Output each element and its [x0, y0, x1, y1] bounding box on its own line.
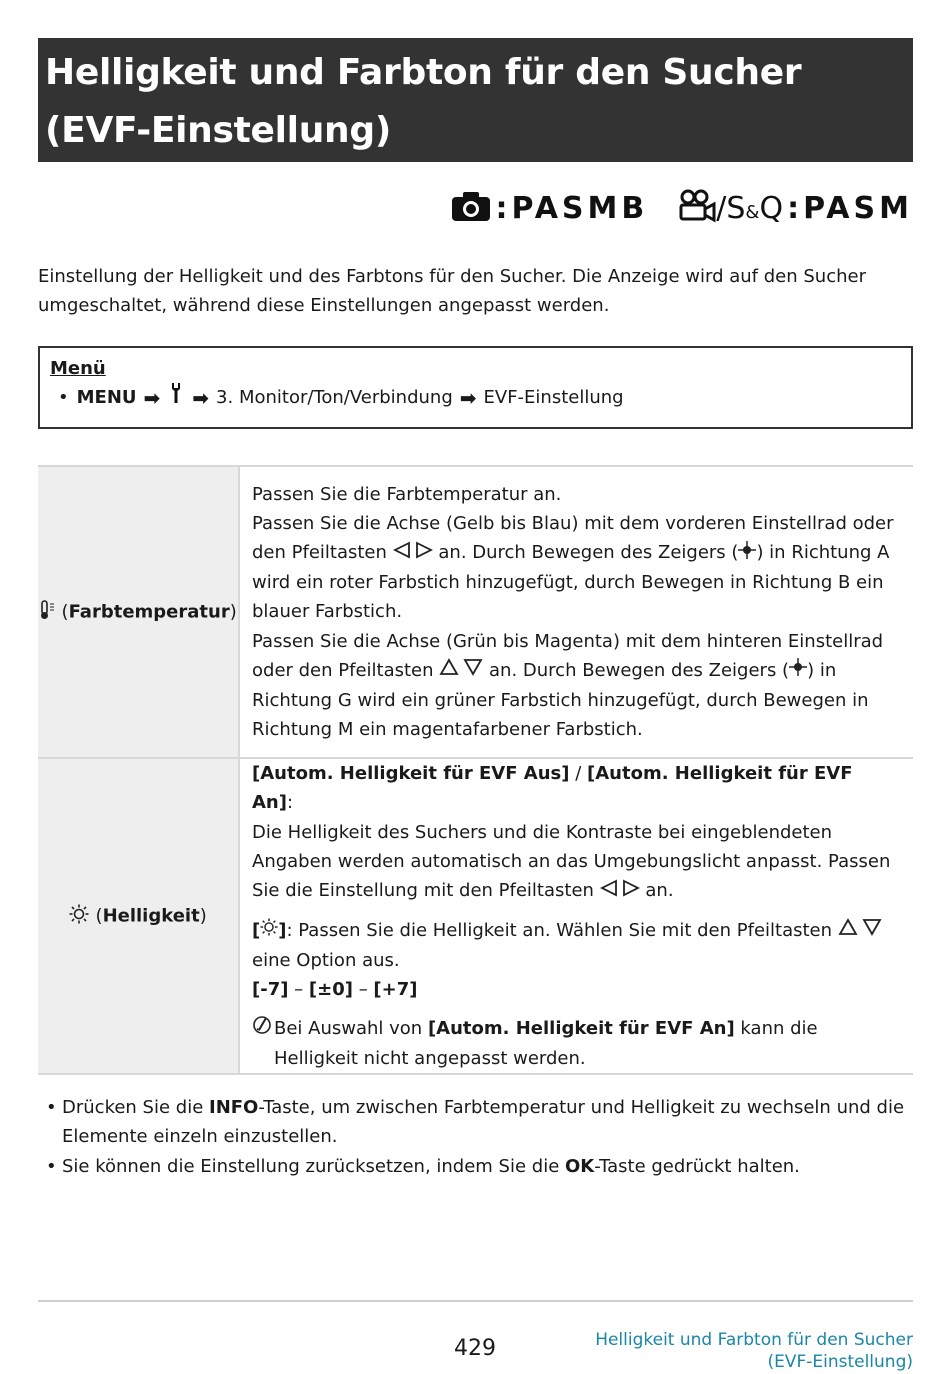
note-part: -Taste, um zwischen Farbtemperatur und Helligkeit zu wechseln und die Elemente einzeln einzustellen. — [62, 1097, 905, 1148]
bracket-close: ] — [278, 920, 287, 941]
photo-modes: PASMB — [511, 190, 649, 226]
video-separator: / — [716, 190, 727, 226]
sq-q: Q — [759, 190, 784, 226]
desc-text: eine Option aus. — [252, 949, 400, 971]
section-link[interactable]: Helligkeit und Farbton für den Sucher (EVF-Einstellung) — [595, 1330, 913, 1372]
range-min: [-7] — [252, 978, 289, 1000]
sun-icon — [69, 904, 89, 929]
left-right-arrows-icon — [600, 877, 640, 906]
bracket-open: [ — [252, 920, 261, 941]
arrow-right-icon: ➡ — [143, 386, 161, 410]
list-item — [46, 1093, 916, 1152]
page-number: 429 — [454, 1336, 496, 1361]
sun-icon — [260, 916, 278, 945]
paren-open: ( — [95, 905, 103, 926]
label-cell-color-temp — [38, 466, 239, 758]
paren-open: ( — [61, 601, 69, 622]
menu-title: Menü — [50, 358, 106, 379]
range-mid: [±0] — [308, 978, 353, 1000]
desc-text: ) in Richtung G wird ein grüner Farbstich hinzugefügt, durch Bewegen in Richtung M ein magentafarbener Farbstich. — [252, 659, 869, 740]
auto-options — [252, 759, 895, 818]
up-down-arrows-icon — [838, 916, 882, 945]
range — [252, 975, 895, 1004]
mode-colon: : — [495, 190, 508, 226]
page-title: Helligkeit und Farbton für den Sucher (EVF-Einstellung) — [45, 52, 802, 151]
bullet: • — [46, 1097, 57, 1118]
paren-close: ) — [199, 905, 207, 926]
title-banner — [38, 38, 913, 162]
table-row — [38, 758, 913, 1074]
desc-line: Passen Sie die Farbtemperatur an. — [252, 483, 562, 505]
sq-amp: & — [745, 201, 760, 223]
pointer-icon — [738, 539, 756, 568]
up-down-arrows-icon — [439, 656, 483, 685]
desc-text: Passen Sie die Achse (Gelb bis Blau) mit dem vorderen Einstellrad oder den Pfeiltasten — [252, 513, 894, 564]
table-row — [38, 466, 913, 758]
camera-icon — [451, 190, 491, 226]
desc-text: : Passen Sie die Helligkeit an. Wählen Sie mit den Pfeiltasten — [286, 920, 833, 941]
note-icon — [252, 1014, 274, 1073]
paren-close: ) — [229, 601, 237, 622]
note-part: Drücken Sie die — [62, 1097, 209, 1118]
mode-indicator — [451, 186, 913, 230]
desc-paragraph — [252, 916, 895, 975]
mode-colon-2: : — [787, 190, 800, 226]
note-part: -Taste gedrückt halten. — [594, 1155, 800, 1177]
desc-paragraph — [252, 509, 895, 627]
list-item — [46, 1152, 916, 1181]
note-part: Sie können die Einstellung zurücksetzen, indem Sie die — [62, 1155, 565, 1177]
option-auto-off: [Autom. Helligkeit für EVF Aus] — [252, 763, 570, 785]
settings-table — [38, 465, 913, 1075]
desc-text: Passen Sie die Achse (Grün bis Magenta) mit dem hinteren Einstellrad oder den Pfeiltasten — [252, 630, 884, 681]
menu-box — [38, 346, 913, 429]
desc-cell-brightness — [239, 758, 913, 1074]
slash: / — [569, 763, 587, 785]
desc-text: an. — [645, 880, 674, 902]
sq-s: S — [726, 190, 746, 226]
note-part: Bei Auswahl von — [274, 1018, 428, 1040]
range-dash: – — [288, 978, 309, 1000]
wrench-icon — [169, 382, 183, 414]
desc-text: an. Durch Bewegen des Zeigers ( — [438, 542, 739, 564]
notes-list — [46, 1093, 916, 1181]
left-right-arrows-icon — [393, 539, 433, 568]
footer-divider — [38, 1300, 913, 1302]
colon: : — [286, 792, 294, 814]
intro-text: Einstellung der Helligkeit und des Farbtons für den Sucher. Die Anzeige wird auf den Sucher umgeschaltet, während diese Einstellungen angepasst werden. — [38, 266, 866, 316]
menu-step: 3. Monitor/Ton/Verbindung — [216, 387, 453, 408]
range-dash: – — [352, 978, 374, 1000]
desc-text: ) in Richtung A wird ein roter Farbstich hinzugefügt, durch Bewegen in Richtung B ein blauer Farbstich. — [252, 542, 890, 623]
bullet: • — [46, 1155, 57, 1177]
movie-camera-icon — [678, 189, 716, 227]
arrow-right-icon: ➡ — [192, 386, 210, 410]
desc-paragraph — [252, 818, 895, 906]
note-text — [274, 1014, 895, 1073]
desc-cell-color-temp — [239, 466, 913, 758]
label-cell-brightness — [38, 758, 239, 1074]
note-text — [62, 1093, 916, 1152]
video-modes: PASM — [803, 190, 913, 226]
pointer-icon — [789, 656, 807, 685]
option-auto-on: [Autom. Helligkeit für EVF An] — [252, 763, 853, 814]
note-text — [62, 1152, 800, 1181]
menu-end: EVF-Einstellung — [483, 387, 624, 408]
thermometer-icon — [39, 600, 55, 625]
range-max: [+7] — [373, 978, 418, 1000]
note — [252, 1014, 895, 1073]
menu-start: MENU — [76, 387, 137, 408]
desc-text: Die Helligkeit des Suchers und die Kontraste bei eingeblendeten Angaben werden automatisch an das Umgebungslicht anpasst. Passen Sie die Einstellung mit den Pfeiltasten — [252, 821, 891, 902]
note-part: kann die Helligkeit nicht angepasst werden. — [274, 1018, 818, 1069]
label-brightness: Helligkeit — [102, 905, 200, 926]
menu-path — [50, 382, 901, 414]
desc-text: an. Durch Bewegen des Zeigers ( — [489, 659, 790, 681]
key-info: INFO — [209, 1097, 259, 1118]
note-bold: [Autom. Helligkeit für EVF An] — [427, 1018, 735, 1040]
key-ok: OK — [565, 1155, 595, 1177]
desc-paragraph — [252, 627, 895, 745]
label-color-temp: Farbtemperatur — [68, 601, 230, 622]
arrow-right-icon: ➡ — [459, 386, 477, 410]
bullet: • — [58, 387, 69, 408]
